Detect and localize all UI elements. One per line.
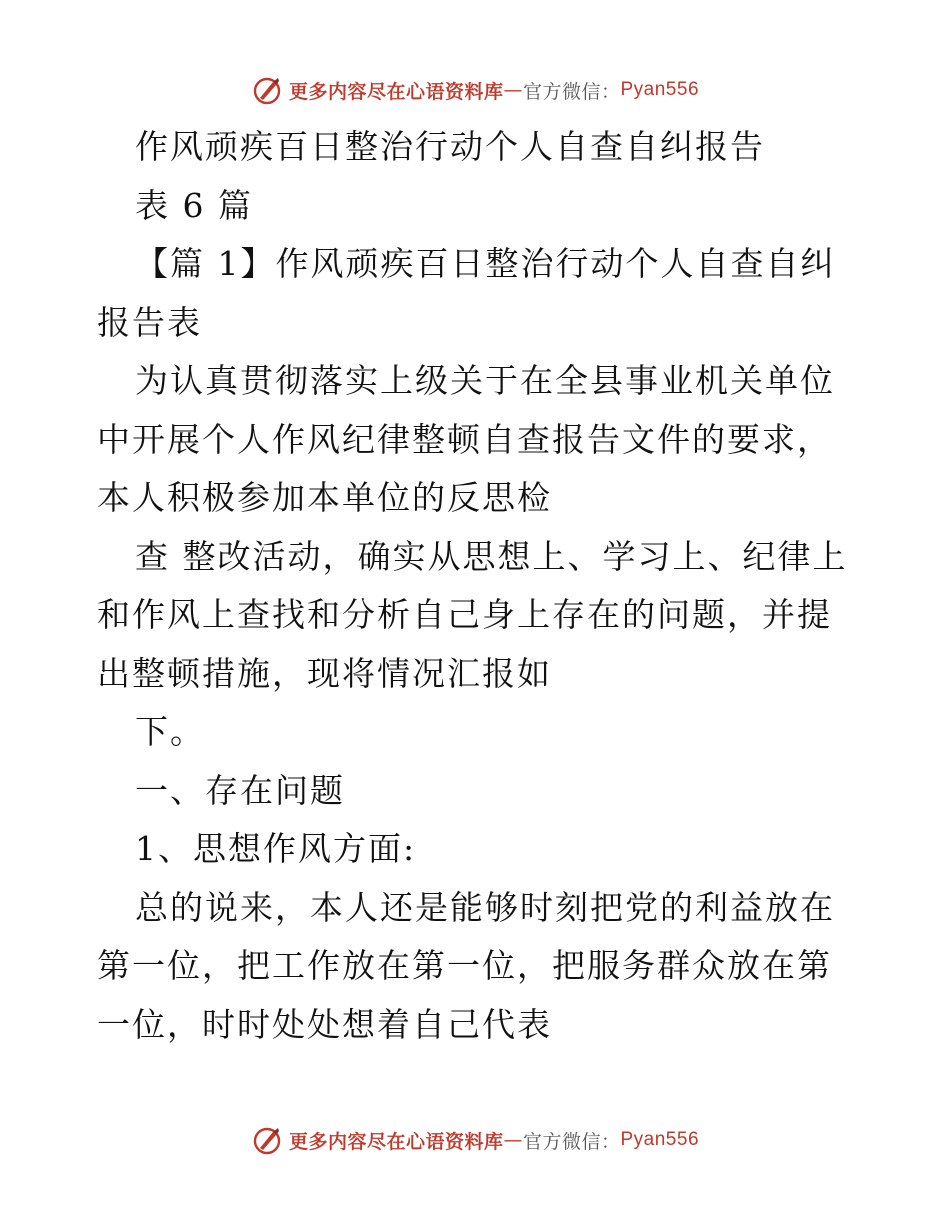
banner-dash: — [503,79,523,101]
heading-problems: 一、存在问题 [135,770,345,810]
banner-main-text: 更多内容尽在心语资料库 [288,1130,504,1153]
document-body [97,118,857,1054]
footer-watermark-banner [0,1120,950,1160]
body-paragraph-2: 查 整改活动，确实从思想上、学习上、纪律上和作风上查找和分析自己身上存在的问题，并提出整顿措施，现将情况汇报如 [97,536,848,693]
banner-main-text: 更多内容尽在心语资料库 [288,80,504,103]
document-title-line-2: 表 6 篇 [135,185,253,225]
body-paragraph-1: 为认真贯彻落实上级关于在全县事业机关单位中开展个人作风纪律整顿自查报告文件的要求，本人积极参加本单位的反思检 [97,361,835,517]
banner-wechat-label: 官方微信： [522,1130,621,1153]
document-title-line-1: 作风顽疾百日整治行动个人自查自纠报告 [135,127,765,166]
banner-wechat-id: Pyan556 [620,1129,700,1150]
quill-pen-icon [251,1124,283,1156]
body-paragraph-3: 下。 [135,712,205,751]
body-paragraph-4: 总的说来，本人还是能够时刻把党的利益放在第一位，把工作放在第一位，把服务群众放在第一位，时时处处想着自己代表 [97,887,835,1044]
quill-pen-icon [251,74,283,106]
subheading-thought-style: 1、思想作风方面: [135,829,417,868]
banner-wechat-id: Pyan556 [620,79,700,100]
banner-wechat-label: 官方微信： [522,80,621,103]
section-heading: 【篇 1】作风顽疾百日整治行动个人自查自纠报告表 [97,244,836,342]
header-watermark-banner [0,70,950,110]
banner-dash: — [503,1129,523,1151]
